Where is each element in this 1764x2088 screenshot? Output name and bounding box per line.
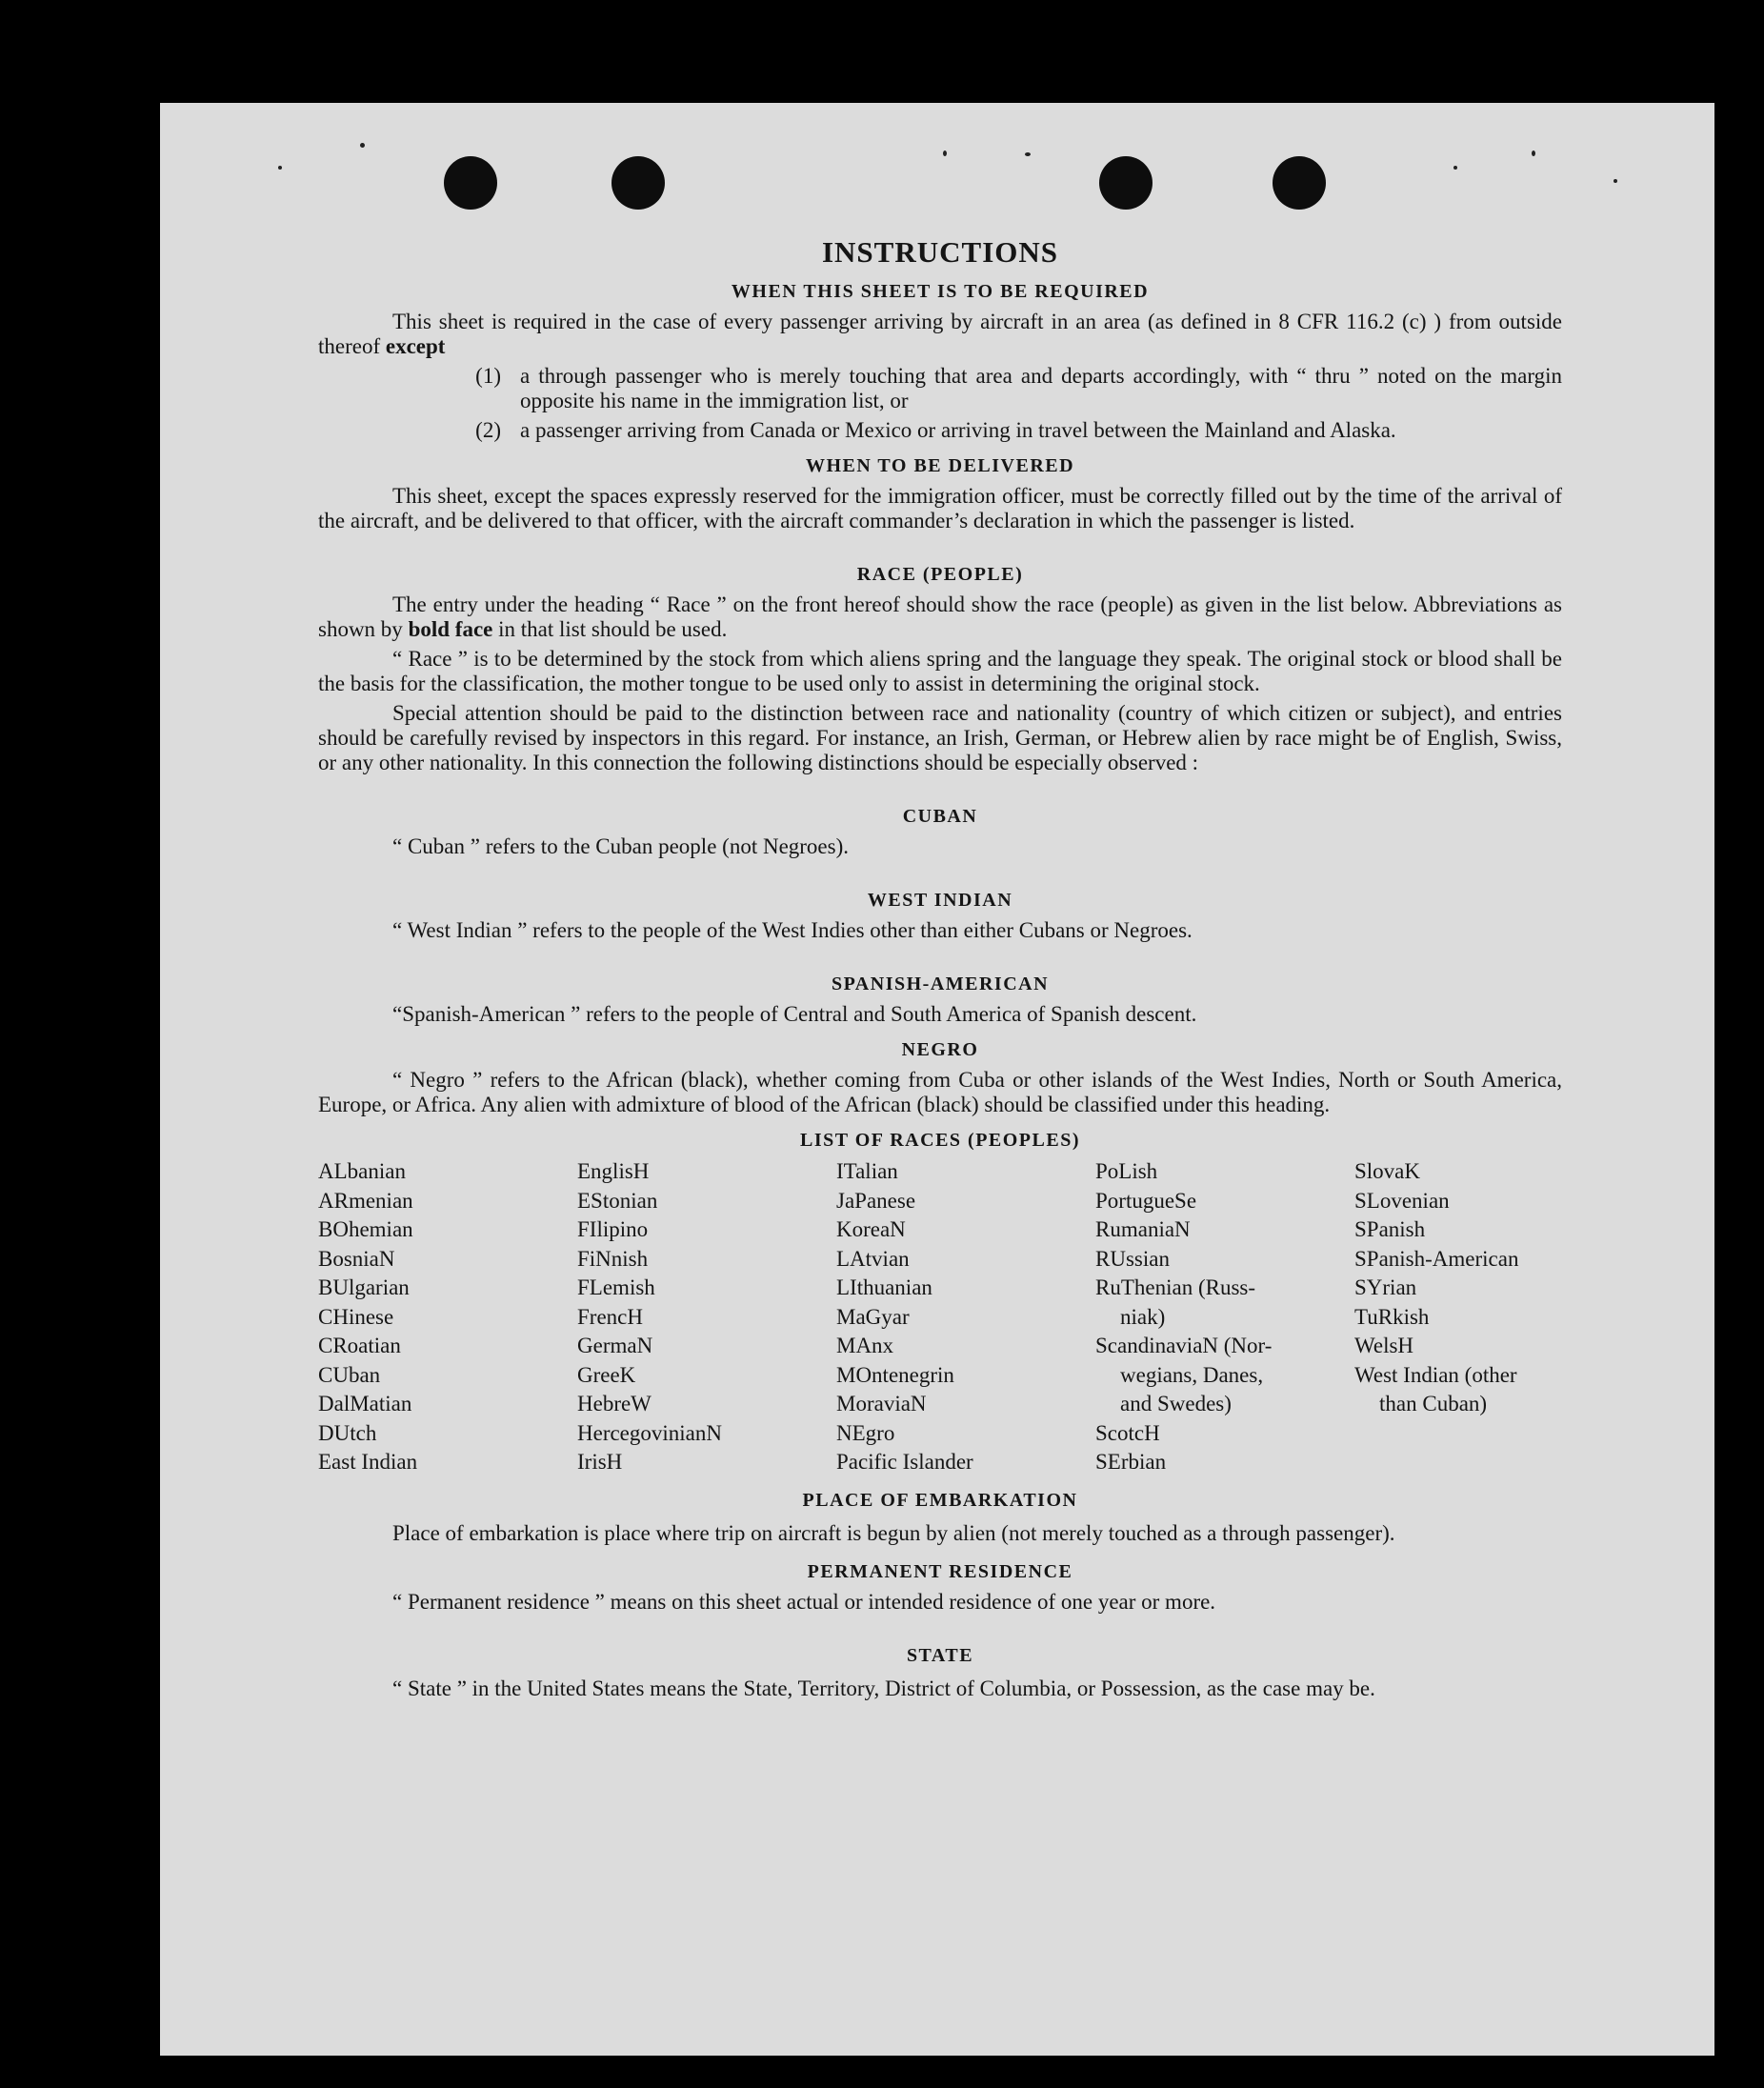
exception-text: a passenger arriving from Canada or Mexico or arriving in travel between the Mainland and Alaska. [520,418,1396,442]
race-item-continuation: than Cuban) [1379,1392,1488,1415]
race-item: RumaniaN [1095,1217,1191,1241]
speck [943,151,947,156]
speck [1453,166,1457,170]
exception-text: a through passenger who is merely touching that area and departs accordingly, with “ thru ” noted on the margin opposite his name in the immigration list, or [520,364,1562,412]
race-item: DUtch [318,1420,377,1445]
race-item: CHinese [318,1304,394,1329]
race-item: RuThenian (Russ- [1095,1275,1256,1299]
exception-number: (2) [475,418,501,442]
race-list [318,1157,1562,1477]
speck [1025,152,1031,156]
race-item: FIlipino [577,1217,649,1241]
race-item: SYrian [1354,1275,1417,1299]
requirement-paragraph [318,310,1562,359]
race-item: MoraviaN [836,1392,927,1415]
race-text-a: The entry under the heading “ Race ” on the front hereof should show the race (people) as given in the list below. Abbreviations as shown by [318,592,1562,641]
race-item: HebreW [577,1392,651,1415]
punch-hole [444,156,497,210]
race-item: West Indian (other [1354,1362,1517,1387]
embarkation-text: Place of embarkation is place where trip on aircraft is begun by alien (not merely touched as a through passenger). [392,1520,1395,1545]
race-item: SPanish-American [1354,1246,1519,1271]
requirement-except: except [385,334,446,358]
race-item: East Indian [318,1450,418,1474]
race-item-continuation: niak) [1120,1304,1166,1329]
punch-hole [1273,156,1326,210]
exception-number: (1) [475,364,501,388]
race-column-1 [318,1157,577,1477]
speck [360,143,365,148]
race-item: CRoatian [318,1334,401,1357]
race-item: ScandinaviaN (Nor- [1095,1334,1273,1357]
race-item: FrencH [577,1304,643,1329]
race-item: Pacific Islander [836,1450,973,1474]
heading-negro: NEGRO [901,1039,979,1060]
negro-text: “ Negro ” refers to the African (black), whether coming from Cuba or other islands of the West Indies, North or South America, Europe, or Africa. Any alien with admixture of blood of the African (black) should be classified under this heading. [318,1068,1562,1116]
race-column-5 [1354,1157,1570,1477]
race-item: EStonian [577,1188,658,1213]
race-item: BosniaN [318,1246,395,1271]
exception-item [318,364,1562,413]
race-column-3 [836,1157,1095,1477]
race-item: FiNnish [577,1246,649,1271]
punch-hole [611,156,665,210]
race-item: NEgro [836,1420,895,1445]
race-item: SPanish [1354,1217,1426,1241]
west-indian-text: “ West Indian ” refers to the people of the West Indies other than either Cubans or Negroes. [392,918,1193,942]
speck [278,166,282,170]
speck [1614,179,1617,183]
heading-permanent-residence: PERMANENT RESIDENCE [807,1560,1073,1582]
race-item: BUlgarian [318,1275,410,1299]
race-column-2 [577,1157,836,1477]
race-item: KoreaN [836,1217,906,1241]
race-paragraph-3: Special attention should be paid to the distinction between race and nationality (country of which citizen or subject), and entries should be carefully revised by inspectors in this regard. For instance, an Irish, German, or Hebrew alien by race might be of English, Swiss, or any other nationality. In this connection the following distinctions should be especially observed : [318,701,1562,774]
race-item: HercegovinianN [577,1420,722,1445]
race-item: LAtvian [836,1246,910,1271]
race-item: PoLish [1095,1159,1158,1183]
heading-race: RACE (PEOPLE) [856,564,1024,585]
race-item: TuRkish [1354,1304,1430,1329]
race-item: FLemish [577,1275,655,1299]
heading-cuban: CUBAN [902,806,978,827]
race-text-c: in that list should be used. [492,617,728,641]
race-item: JaPanese [836,1188,916,1213]
race-item: RUssian [1095,1246,1170,1271]
document-page [160,103,1714,2056]
race-item: MOntenegrin [836,1362,954,1387]
race-item: EnglisH [577,1159,650,1183]
speck [1532,151,1535,156]
race-item: CUban [318,1362,381,1387]
race-paragraph-2: “ Race ” is to be determined by the stock from which aliens spring and the language they speak. The original stock or blood shall be the basis for the classification, the mother tongue to be used only to assist in determining the original stock. [318,647,1562,695]
race-item: BOhemian [318,1217,413,1241]
requirement-text: This sheet is required in the case of every passenger arriving by aircraft in an area (as defined in 8 CFR 116.2 (c) ) from outside thereof [318,310,1562,358]
heading-when-delivered: WHEN TO BE DELIVERED [805,455,1075,476]
race-item: LIthuanian [836,1275,932,1299]
race-item: PortugueSe [1095,1188,1197,1213]
race-paragraph-1 [318,592,1562,642]
spanish-american-text: “Spanish-American ” refers to the people of Central and South America of Spanish descent. [392,1002,1197,1026]
race-item: IrisH [577,1450,623,1474]
heading-embarkation: PLACE OF EMBARKATION [802,1489,1078,1511]
race-item: GreeK [577,1362,636,1387]
state-text: “ State ” in the United States means the State, Territory, District of Columbia, or Possession, as the case may be. [392,1676,1375,1700]
permanent-residence-text: “ Permanent residence ” means on this sheet actual or intended residence of one year or more. [392,1589,1216,1614]
race-item: ARmenian [318,1188,413,1213]
heading-when-required: WHEN THIS SHEET IS TO BE REQUIRED [731,281,1150,302]
heading-list-of-races: LIST OF RACES (PEOPLES) [799,1130,1080,1151]
punch-hole [1099,156,1153,210]
instructions-content [318,236,1562,1709]
race-item: DalMatian [318,1392,412,1415]
race-item: ITalian [836,1159,898,1183]
race-column-4 [1095,1157,1354,1477]
race-item: WelsH [1354,1334,1414,1357]
race-item: GermaN [577,1334,653,1357]
delivery-paragraph: This sheet, except the spaces expressly reserved for the immigration officer, must be correctly filled out by the time of the arrival of the aircraft, and be delivered to that officer, with the aircraft commander’s declaration in which the passenger is listed. [318,484,1562,532]
race-bold-face: bold face [408,617,493,641]
race-item: MaGyar [836,1304,910,1329]
heading-west-indian: WEST INDIAN [867,890,1013,911]
race-item: SlovaK [1354,1159,1420,1183]
race-item: ALbanian [318,1159,406,1183]
heading-spanish-american: SPANISH-AMERICAN [831,974,1050,994]
exception-item [318,418,1562,443]
page-title: INSTRUCTIONS [821,235,1058,269]
cuban-text: “ Cuban ” refers to the Cuban people (not Negroes). [392,834,850,858]
bleed-through-text [551,189,566,217]
race-item: SErbian [1095,1450,1167,1474]
race-item: MAnx [836,1334,894,1357]
heading-state: STATE [906,1644,974,1666]
race-item: SLovenian [1354,1188,1450,1213]
race-item-continuation: wegians, Danes, [1120,1362,1264,1387]
race-item: ScotcH [1095,1420,1160,1445]
race-item-continuation: and Swedes) [1120,1392,1232,1415]
